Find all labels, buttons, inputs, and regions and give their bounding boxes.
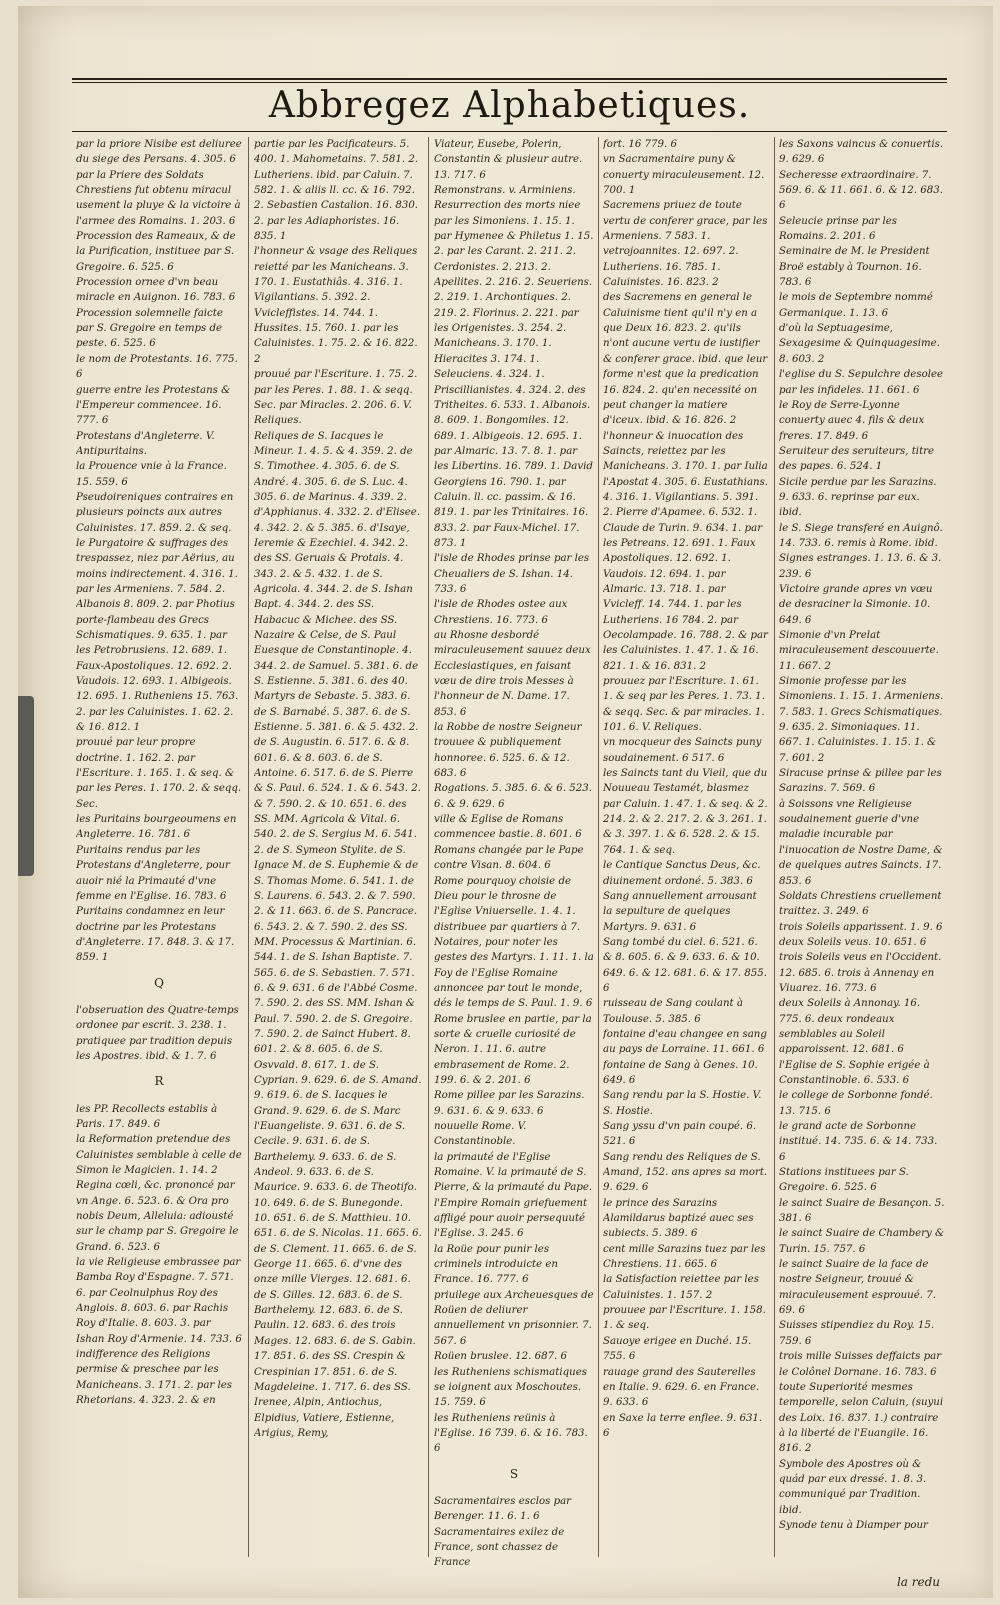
index-entry: Protestans d'Angleterre. V. Antipuritains.: [76, 430, 215, 457]
index-entry: Synode tenu à Diamper pour: [779, 1519, 928, 1531]
index-entry: Rome pourquoy choisie de Dieu pour le throsne de l'Eglise Vniuerselle. 1. 4. 1. distribuee par quartiers à 7. Notaires, pour noter les gestes des Martyrs. 1. 11. 1. la Foy de l'Eglise Romaine annoncee par tout le monde, dés le temps de S. Paul. 1. 9. 6: [434, 875, 594, 1010]
index-entry: vn mocqueur des Saincts puny soudainement. 6 517. 6: [603, 737, 762, 764]
index-entry: l'obseruation des Quatre-temps ordonee par escrit. 3. 238. 1. pratiquee par tradition depuis les Apostres. ibid. & 1. 7. 6: [76, 1004, 239, 1062]
index-entry: fontaine d'eau changee en sang au pays de Lorraine. 11. 661. 6: [603, 1028, 767, 1056]
index-entry: le Roy de Serre-Lyonne conuerty auec 4. fils & deux freres. 17. 849. 6: [779, 399, 925, 442]
index-entry: les Saxons vaincus & conuertis. 9. 629. 6: [779, 139, 944, 166]
index-entry: le mois de Septembre nommé Germanique. 1. 13. 6: [779, 292, 933, 319]
index-columns: [76, 137, 946, 1577]
index-entry: Seleucie prinse par les Romains. 2. 201. 6: [779, 215, 898, 243]
index-entry: fontaine de Sang à Genes. 10. 649. 6: [603, 1059, 758, 1086]
index-entry: Simonie d'vn Prelat miraculeusement descouuerte. 11. 667. 2: [779, 630, 939, 672]
index-entry: la Roüe pour punir les criminels introduicte en France. 16. 777. 6: [434, 1243, 558, 1286]
index-entry: Simonie professe par les Simoniens. 1. 15. 1. Armeniens. 7. 583. 1. Grecs Schismatiques. 9. 635. 2. Simoniaques. 11. 667. 1. Caluinistes. 1. 15. 1. & 7. 601. 2: [779, 676, 944, 764]
column-separator: [248, 137, 249, 1557]
index-column-3: [434, 137, 594, 1577]
index-entry: Sacramentaires esclos par Berenger. 11. 6. 1. 6: [434, 1495, 572, 1523]
column-separator: [774, 137, 775, 1557]
index-entry: Rogations. 5. 385. 6. & 6. 523. 6. & 9. 629. 6: [434, 783, 592, 810]
index-entry: Victoire grande apres vn vœu de desraciner la Simonie. 10. 649. 6: [779, 583, 933, 626]
index-entry: la Satisfaction reiettee par les Caluinistes. 1. 157. 2: [603, 1274, 759, 1301]
index-entry: l'honneur & vsage des Reliques reietté par les Manicheans. 3. 170. 1. Eustathiâs. 4. 316. 1. Vigilantians. 5. 392. 2. Vvicleffistes. 14. 744. 1. Hussites. 15. 760. 1. par les Caluinistes. 1. 75. 2. & 16. 822. 2: [254, 246, 418, 365]
column-separator: [428, 137, 429, 1557]
index-entry: l'Eglise de S. Sophie erigée à Constantinoble. 6. 533. 6: [779, 1059, 930, 1086]
index-column-4: [603, 137, 769, 1577]
index-entry: trois Soleils apparissent. 1. 9. 6: [779, 921, 943, 933]
index-entry: prouuez par l'Escriture. 1. 61. 1. & seq par les Peres. 1. 73. 1. & seqq. Sec. & par miracles. 1. 101. 6. V. Reliques.: [603, 676, 765, 734]
index-column-2: [254, 137, 422, 1577]
index-entry: guerre entre les Protestans & l'Empereur commencee. 16. 777. 6: [76, 384, 231, 427]
index-entry: prouué par l'Escriture. 1. 75. 2. par les Peres. 1. 88. 1. & seqq. Sec. par Miracles. 2. 206. 6. V. Reliques.: [254, 369, 418, 427]
index-entry: Sang annuellement arrousant la sepulture de quelques Martyrs. 9. 631. 6: [603, 890, 757, 933]
index-entry: le sainct Suaire de Besançon. 5. 381. 6: [779, 1197, 945, 1225]
index-entry: le Purgatoire & suffrages des trespassez, niez par Aërius, au moins indirectement. 4. 316. 1. par les Armeniens. 7. 584. 2. Albanois 8. 809. 2. par Photius porte-flambeau des Grecs Schismatiques. 9. 635. 1. par les Petrobrusiens. 12. 689. 1. Faux-Apostoliques. 12. 692. 2. Vaudois. 12. 693. 1. Albigeois. 12. 695. 1. Rutheniens 15. 763. 2. par les Caluinistes. 1. 62. 2. & 16. 812. 1: [76, 537, 239, 734]
section-letter: Q: [154, 975, 164, 990]
index-entry: Sacremens priuez de toute vertu de conferer grace, par les Armeniens. 7 583. 1. vetrojoannites. 12. 697. 2. Lutheriens. 16. 785. 1. Caluinistes. 16. 823. 2: [603, 200, 768, 289]
index-entry: l'eglise du S. Sepulchre desolee par les infideles. 11. 661. 6: [779, 369, 944, 396]
index-entry: la primauté de l'Eglise Romaine. V. la primauté de S. Pierre, & la primauté du Pape.: [434, 1151, 593, 1194]
section-letter: R: [154, 1074, 164, 1089]
index-column-1: [76, 137, 242, 1577]
index-entry: en Saxe la terre enflee. 9. 631. 6: [603, 1412, 763, 1439]
index-entry: les Saincts tant du Vieil, que du Nouueau Testamét, blasmez par Caluin. 1. 47. 1. & seq. & 2. 214. 2. & 2. 217. 2. & 3. 261. 1. & 3. 397. 1. & 6. 528. 2. & 15. 764. 1. & seq.: [603, 768, 768, 856]
index-entry: Puritains rendus par les Protestans d'Angleterre, pour auoir nié la Primauté d'vne femme en l'Eglise. 16. 783. 6: [76, 844, 230, 902]
index-entry: par la Priere des Soldats Chrestiens fut obtenu miracul usement la pluye & la victoire à l'armee des Romains. 1. 203. 6: [76, 169, 241, 227]
index-entry: les Rutheniens schismatiques se ioignent aux Moschoutes. 15. 759. 6: [434, 1366, 587, 1409]
index-entry: indifference des Religions permise & preschee par les Manicheans. 3. 171. 2. par les Rhetorians. 4. 323. 2. & en: [76, 1349, 233, 1407]
index-entry: deux Soleils veus. 10. 651. 6: [779, 936, 927, 948]
index-entry: ville & Eglise de Romans commencee bastie. 8. 601. 6: [434, 814, 582, 841]
index-entry: Sang rendu par la S. Hostie. V. S. Hostie.: [603, 1090, 762, 1117]
index-entry: Siracuse prinse & pillee par les Sarazins. 7. 569. 6: [779, 768, 942, 795]
index-column-5: [779, 137, 945, 1577]
index-entry: l'honneur & inuocation des Saincts, reiettez par les Manicheans. 3. 170. 1. par Iulia l'Apostat 4. 305. 6. Eustathians. 4. 316. 1. Vigilantians. 5. 391. 2. Pierre d'Apamee. 6. 532. 1. Claude de Turin. 9. 634. 1. par les Petreans. 12. 691. 1. Faux Apostoliques. 12. 692. 1. Vaudois. 12. 694. 1. par Almaric. 13. 718. 1. par Vvicleff. 14. 744. 1. par les Lutheriens. 16 784. 2. par Oecolampade. 16. 788. 2. & par les Caluinistes. 1. 47. 1. & 16. 821. 1. & 16. 831. 2: [603, 430, 769, 672]
index-entry: l'isle de Rhodes ostee aux Chrestiens. 16. 773. 6: [434, 599, 568, 626]
index-entry: Reliques de S. Iacques le Mineur. 1. 4. 5. & 4. 359. 2. de S. Timothee. 4. 305. 6. de S. André. 4. 305. 6. de S. Luc. 4. 305. 6. de Marinus. 4. 339. 2. d'Apphianus. 4. 332. 2. d'Elisee. 4. 342. 2. & 5. 385. 6. d'Isaye, Ieremie & Ezechiel. 4. 342. 2. des SS. Geruais & Protais. 4. 343. 2. & 5. 432. 1. de S. Agricola. 4. 344. 2. de S. Ishan Bapt. 4. 344. 2. des SS. Habacuc & Michee. des SS. Nazaire & Celse, de S. Paul Euesque de Constantinople. 4. 344. 2. de Samuel. 5. 381. 6. de S. Estienne. 5. 381. 6. des 40. Martyrs de Sebaste. 5. 383. 6. de S. Barnabé. 5. 387. 6. de S. Estienne. 5. 381. 6. & 5. 432. 2. de S. Augustin. 6. 517. 6. & 8. 601. 6. & 8. 603. 6. de S. Antoine. 6. 517. 6. de S. Pierre & S. Paul. 6. 524. 1. & 6. 543. 2. & 7. 590. 2. & 10. 651. 6. des SS. MM. Agricola & Vital. 6. 540. 2. de S. Sergius M. 6. 541. 2. de S. Symeon Stylite. de S. Ignace M. de S. Euphemie & de S. Thomas Mome. 6. 541. 1. de S. Laurens. 6. 543. 2. & 7. 590. 2. & 11. 663. 6. de S. Pancrace. 6. 543. 2. & 7. 590. 2. des SS. MM. Processus & Martinian. 6. 544. 1. de S. Ishan Baptiste. 7. 565. 6. de S. Sebastien. 7. 571. 6. & 9. 631. 6 de l'Abbé Cosme. 7. 590. 2. des SS. MM. Ishan & Paul. 7. 590. 2. de S. Gregoire. 7. 590. 2. de Sainct Hubert. 8. 601. 2. & 8. 605. 6. de S. Osvvald. 8. 617. 1. de S. Cyprian. 9. 629. 6. de S. Amand. 9. 619. 6. de S. Iacques le Grand. 9. 629. 6. de S. Marc l'Euangeliste. 9. 631. 6. de S. Cecile. 9. 631. 6. de S. Barthelemy. 9. 633. 6. de S. Andeol. 9. 633. 6. de S. Maurice. 9. 633. 6. de Theotifo. 10. 649. 6. de S. Bunegonde. 10. 651. 6. de S. Matthieu. 10. 651. 6. de S. Nicolas. 11. 665. 6. de S. Clement. 11. 665. 6. de S. George 11. 665. 6. d'vne des onze mille Vierges. 12. 681. 6. de S. Gilles. 12. 683. 6. de S. Barthelemy. 12. 683. 6. de S. Paulin. 12. 683. 6. des trois Mages. 12. 683. 6. de S. Gabin. 17. 851. 6. des SS. Crespin & Crespinian 17. 851. 6. de S. Magdeleine. 1. 717. 6. des SS. Irenee, Alpin, Antiochus, Elpidius, Vatiere, Estienne, Arigius, Remy,: [254, 430, 422, 1439]
index-entry: Seruiteur des seruiteurs, titre des papes. 6. 524. 1: [779, 445, 935, 473]
title-rule: [72, 131, 947, 132]
index-entry: au Rhosne desbordé miraculeusement sauuez deux Ecclesiastiques, en faisant vœu de dire trois Messes à l'honneur de N. Dame. 17. 853. 6: [434, 630, 591, 718]
index-entry: Rome bruslee en partie, par la sorte & cruelle curiosité de Neron. 1. 11. 6. autre embrasement de Rome. 2. 199. 6. & 2. 201. 6: [434, 1013, 592, 1086]
index-entry: Procession des Rameaux, & de la Purification, instituee par S. Gregoire. 6. 525. 6: [76, 231, 236, 273]
index-entry: Procession ornee d'vn beau miracle en Auignon. 16. 783. 6: [76, 277, 236, 304]
index-entry: le college de Sorbonne fondé. 13. 715. 6: [779, 1090, 933, 1117]
index-entry: trois Soleils veus en l'Occident. 12. 685. 6. trois à Annenay en Viuarez. 16. 773. 6: [779, 952, 942, 994]
index-entry: deux Soleils à Annonay. 16. 775. 6. deux rondeaux semblables au Soleil apparoissent. 12. 681. 6: [779, 998, 921, 1056]
index-entry: trois mille Suisses deffaicts par le Colônel Dornane. 16. 783. 6: [779, 1351, 942, 1378]
index-entry: toute Superiorité mesmes temporelle, selon Caluin, (suyui des Loix. 16. 837. 1.) contraire à la liberté de l'Euangile. 16. 816. 2: [779, 1381, 944, 1455]
index-entry: le grand acte de Sorbonne institué. 14. 735. 6. & 14. 733. 6: [779, 1121, 938, 1163]
index-entry: ruisseau de Sang coulant à Toulouse. 5. 385. 6: [603, 998, 743, 1025]
index-entry: Sang rendu des Reliques de S. Amand, 152. ans apres sa mort. 9. 629. 6: [603, 1151, 768, 1194]
section-letter: S: [509, 1466, 519, 1481]
index-entry: Viateur, Eusebe, Polerin, Constantin & plusieur autre. 13. 717. 6: [434, 139, 583, 181]
index-entry: fort. 16 779. 6: [603, 139, 677, 150]
binding-clip: [18, 696, 34, 876]
index-entry: des Sacremens en general le Caluinisme tient qu'il n'y en a que Deux 16. 823. 2. qu'ils n'ont aucune vertu de iustifier & conferer grace. ibid. que leur forme n'est que la predication 16. 824. 2. qu'en necessité on peut changer la matiere d'iceux. ibid. & 16. 826. 2: [603, 292, 768, 427]
index-entry: cent mille Sarazins tuez par les Chrestiens. 11. 665. 6: [603, 1243, 766, 1271]
index-entry: Sicile perdue par les Sarazins. 9. 633. 6. reprinse par eux. ibid.: [779, 476, 937, 519]
index-entry: nouuelle Rome. V. Constantinoble.: [434, 1121, 527, 1148]
index-entry: le sainct Suaire de Chambery & Turin. 15. 757. 6: [779, 1228, 945, 1255]
index-entry: prouuee par l'Escriture. 1. 158. 1. & seq.: [603, 1305, 766, 1332]
index-entry: vn Sacramentaire puny & conuerty miraculeusement. 12. 700. 1: [603, 154, 765, 197]
index-entry: Sauoye erigee en Duché. 15. 755. 6: [603, 1335, 752, 1363]
index-entry: par la priore Nisibe est deliuree du siege des Persans. 4. 305. 6: [76, 139, 242, 166]
page-title: Abbregez Alphabetiques.: [268, 85, 751, 126]
index-entry: le prince des Sarazins Alamildarus baptizé auec ses subiects. 5. 389. 6: [603, 1197, 754, 1240]
index-entry: Seminaire de M. le President Broë estably à Tournon. 16. 783. 6: [779, 246, 930, 289]
column-separator: [598, 137, 599, 1557]
index-entry: la Reformation pretendue des Caluinistes semblable à celle de Simon le Magicien. 1. 14. 2: [76, 1134, 242, 1176]
index-entry: priuilege aux Archeuesques de Roüen de deliurer annuellement vn prisonnier. 7. 567. 6: [434, 1289, 594, 1347]
index-entry: les Rutheniens reünis à l'Eglise. 16 739. 6. & 16. 783. 6: [434, 1412, 588, 1455]
index-entry: la Prouence vnie à la France. 15. 559. 6: [76, 461, 227, 488]
index-entry: Stations instituees par S. Gregoire. 6. 525. 6: [779, 1167, 909, 1194]
index-entry: les PP. Recollects establis à Paris. 17. 849. 6: [76, 1103, 218, 1130]
index-entry: le nom de Protestants. 16. 775. 6: [76, 353, 238, 381]
index-entry: Sang tombé du ciel. 6. 521. 6. & 8. 605. 6. & 9. 633. 6. & 10. 649. 6. & 12. 681. 6. & 17. 855. 6: [603, 936, 767, 994]
index-entry: Regina cœli, &c. prononcé par vn Ange. 6. 523. 6. & Ora pro nobis Deum, Alleluia: adiousté sur le champ par S. Gregoire le Grand. 6. 523. 6: [76, 1180, 239, 1253]
index-entry: Sang yssu d'vn pain coupé. 6. 521. 6: [603, 1121, 757, 1148]
index-entry: partie par les Pacificateurs. 5. 400. 1. Mahometains. 7. 581. 2. Lutheriens. ibid. par Caluin. 7. 582. 1. & aliis ll. cc. & 16. 792. 2. Sebastien Castalion. 16. 830. 2. par les Adiaphoristes. 16. 835. 1: [254, 139, 419, 243]
index-entry: le sainct Suaire de la face de nostre Seigneur, trouué & miraculeusement esprouué. 7. 69. 6: [779, 1259, 936, 1317]
index-entry: la Robbe de nostre Seigneur trouuee & publiquement honnoree. 6. 525. 6. & 12. 683. 6: [434, 722, 582, 780]
top-rule: [72, 78, 947, 80]
index-entry: Puritains condamnez en leur doctrine par les Protestans d'Angleterre. 17. 848. 3. & 17. 859. 1: [76, 906, 235, 964]
index-entry: Resurrection des morts niee par les Simoniens. 1. 15. 1. par Hymenee & Philetus 1. 15. 2. par les Carant. 2. 211. 2. Cerdonistes. 2. 213. 2. Apellites. 2. 216. 2. Seueriens. 2. 219. 1. Archontiques. 2. 219. 2. Florinus. 2. 221. par les Origenistes. 3. 254. 2. Manicheans. 3. 170. 1. Hieracites 3. 174. 1. Seleuciens. 4. 324. 1. Priscillianistes. 4. 324. 2. des Tritheites. 6. 533. 1. Albanois. 8. 609. 1. Bongomiles. 12. 689. 1. Albigeois. 12. 695. 1. par Almaric. 13. 7. 8. 1. par les Libertins. 16. 789. 1. David Georgiens 16. 790. 1. par Caluin. ll. cc. passim. & 16. 819. 1. par les Trinitaires. 16. 833. 2. par Faux-Michel. 17. 873. 1: [434, 200, 594, 549]
index-entry: Romans changée par le Pape contre Visan. 8. 604. 6: [434, 844, 584, 872]
index-entry: prouué par leur propre doctrine. 1. 162. 2. par l'Escriture. 1. 165. 1. & seq. & par les Peres. 1. 170. 2. & seqq. Sec.: [76, 737, 242, 810]
index-entry: Signes estranges. 1. 13. 6. & 3. 239. 6: [779, 553, 942, 580]
index-entry: Pseudoireniques contraires en plusieurs poincts aux autres Caluinistes. 17. 859. 2. & seq.: [76, 491, 234, 534]
index-entry: Suisses stipendiez du Roy. 15. 759. 6: [779, 1320, 935, 1347]
index-entry: rauage grand des Sauterelles en Italie. 9. 629. 6. en France. 9. 633. 6: [603, 1366, 760, 1409]
index-entry: la vie Religieuse embrassee par Bamba Roy d'Espagne. 7. 571. 6. par Ceolnulphus Roy des Anglois. 8. 603. 6. par Rachis Roy d'Italie. 8. 603. 3. par Ishan Roy d'Armenie. 14. 733. 6: [76, 1257, 242, 1345]
index-entry: Procession solemnelle faicte par S. Gregoire en temps de peste. 6. 525. 6: [76, 307, 223, 350]
catchword: la redu: [896, 1575, 940, 1589]
index-entry: Rome pillee par les Sarazins. 9. 631. 6. & 9. 633. 6: [434, 1090, 585, 1117]
index-entry: Roüen bruslee. 12. 687. 6: [434, 1351, 568, 1363]
index-entry: l'Empire Romain griefuement affligé pour auoir persequuté l'Eglise. 3. 245. 6: [434, 1197, 588, 1240]
index-entry: Soldats Chrestiens cruellement traittez. 3. 249. 6: [779, 890, 942, 918]
index-entry: le S. Siege transferé en Auignô. 14. 733. 6. remis à Rome. ibid.: [779, 522, 943, 549]
index-entry: le Cantique Sanctus Deus, &c. diuinement ordoné. 5. 383. 6: [603, 860, 761, 887]
index-entry: Sacramentaires exilez de France, sont chassez de France: [434, 1526, 565, 1569]
index-entry: les Puritains bourgeoumens en Angleterre. 16. 781. 6: [76, 814, 237, 841]
index-entry: l'isle de Rhodes prinse par les Cheualiers de S. Ishan. 14. 733. 6: [434, 553, 590, 595]
index-entry: d'où la Septuagesime, Sexagesime & Quinquagesime. 8. 603. 2: [779, 323, 940, 365]
index-entry: Symbole des Apostres où & quád par eux dressé. 1. 8. 3. communiqué par Tradition. ibid.: [779, 1458, 927, 1516]
index-entry: Secheresse extraordinaire. 7. 569. 6. & 11. 661. 6. & 12. 683. 6: [779, 169, 943, 212]
index-entry: à Soissons vne Religieuse soudainement guerie d'vne maladie incurable par l'inuocation de Nostre Dame, & de quelques autres Saincts. 17. 853. 6: [779, 798, 943, 887]
index-entry: Remonstrans. v. Arminiens.: [434, 185, 576, 197]
